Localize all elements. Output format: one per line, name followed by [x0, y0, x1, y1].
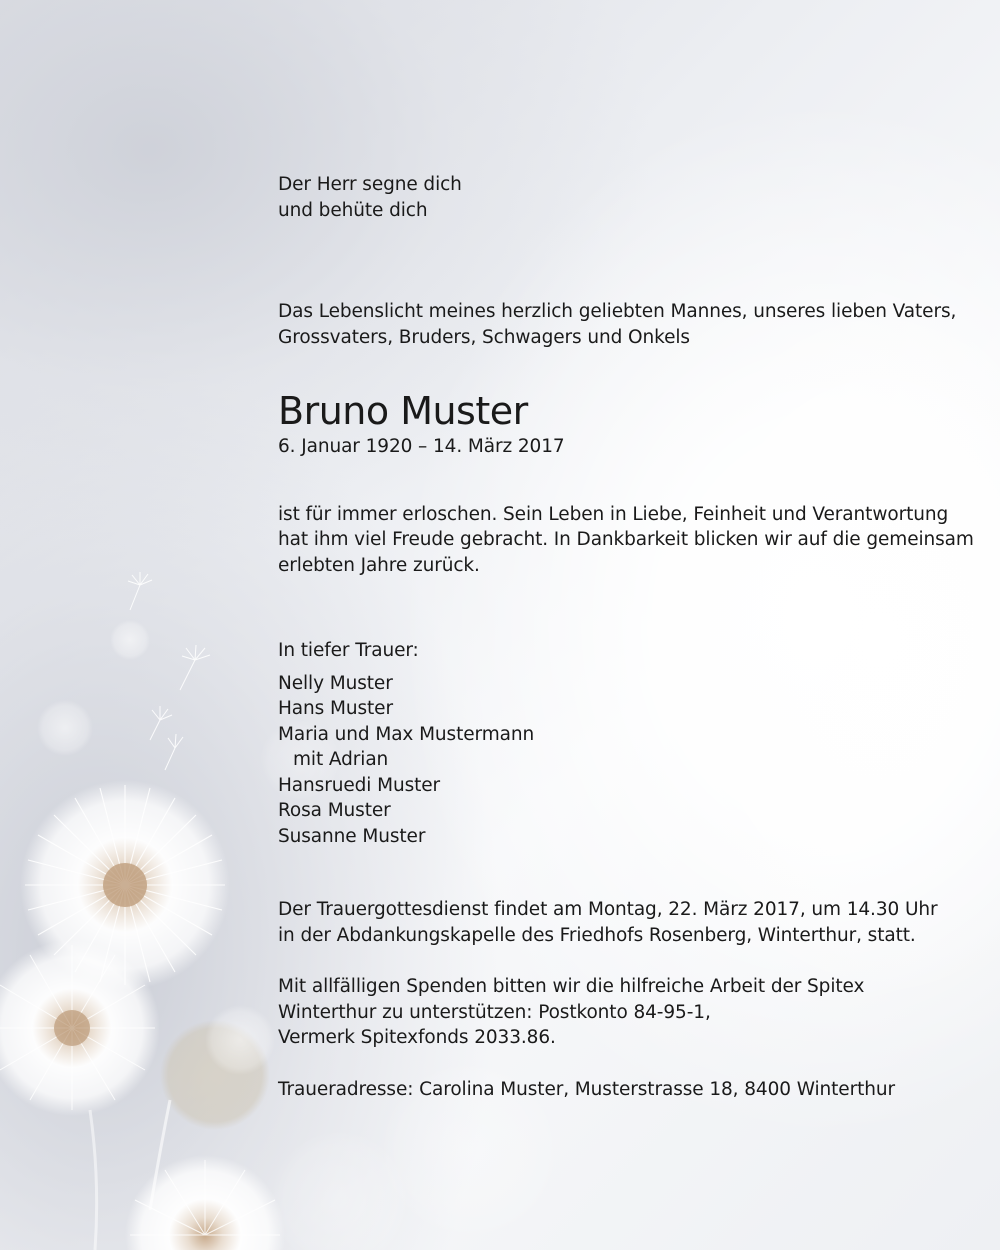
- mourners-heading: In tiefer Trauer:: [278, 640, 419, 661]
- mourners-list: [278, 671, 968, 850]
- life-dates: 6. Januar 1920 – 14. März 2017: [278, 436, 565, 457]
- tribute-line: hat ihm viel Freude gebracht. In Dankbarkeit blicken wir auf die gemeinsam: [278, 529, 974, 550]
- mourner-name: Hans Muster: [278, 698, 393, 719]
- mourner-name: Maria und Max Mustermann: [278, 723, 535, 745]
- mourner-name: Hansruedi Muster: [278, 774, 441, 796]
- intro-paragraph: [278, 299, 968, 350]
- mourner-name: Susanne Muster: [278, 825, 426, 847]
- intro-line: Grossvaters, Bruders, Schwagers und Onkels: [278, 326, 690, 348]
- tribute-line: ist für immer erloschen. Sein Leben in Liebe, Feinheit und Verantwortung: [278, 503, 949, 525]
- intro-line: Das Lebenslicht meines herzlich geliebten Mannes, unseres lieben Vaters,: [278, 301, 957, 322]
- donation-line: Mit allfälligen Spenden bitten wir die hilfreiche Arbeit der Spitex: [278, 976, 865, 997]
- verse-line: und behüte dich: [278, 199, 428, 221]
- tribute-paragraph: [278, 502, 974, 579]
- service-line: Der Trauergottesdienst findet am Montag, 22. März 2017, um 14.30 Uhr: [278, 899, 938, 920]
- mourner-name: Nelly Muster: [278, 672, 393, 694]
- service-line: in der Abdankungskapelle des Friedhofs Rosenberg, Winterthur, statt.: [278, 924, 916, 946]
- donation-info: [278, 974, 968, 1051]
- mourner-name: Rosa Muster: [278, 800, 391, 821]
- service-info: [278, 897, 968, 948]
- obituary-text: [278, 172, 974, 1102]
- verse-line: Der Herr segne dich: [278, 174, 462, 195]
- bible-verse: [278, 172, 968, 223]
- mourning-address: Traueradresse: Carolina Muster, Musterstrasse 18, 8400 Winterthur: [278, 1078, 895, 1100]
- donation-line: Winterthur zu unterstützen: Postkonto 84-95-1,: [278, 1001, 711, 1023]
- tribute-line: erlebten Jahre zurück.: [278, 554, 480, 576]
- donation-line: Vermerk Spitexfonds 2033.86.: [278, 1027, 556, 1048]
- mourner-name: mit Adrian: [293, 749, 389, 770]
- deceased-name: Bruno Muster: [278, 389, 528, 433]
